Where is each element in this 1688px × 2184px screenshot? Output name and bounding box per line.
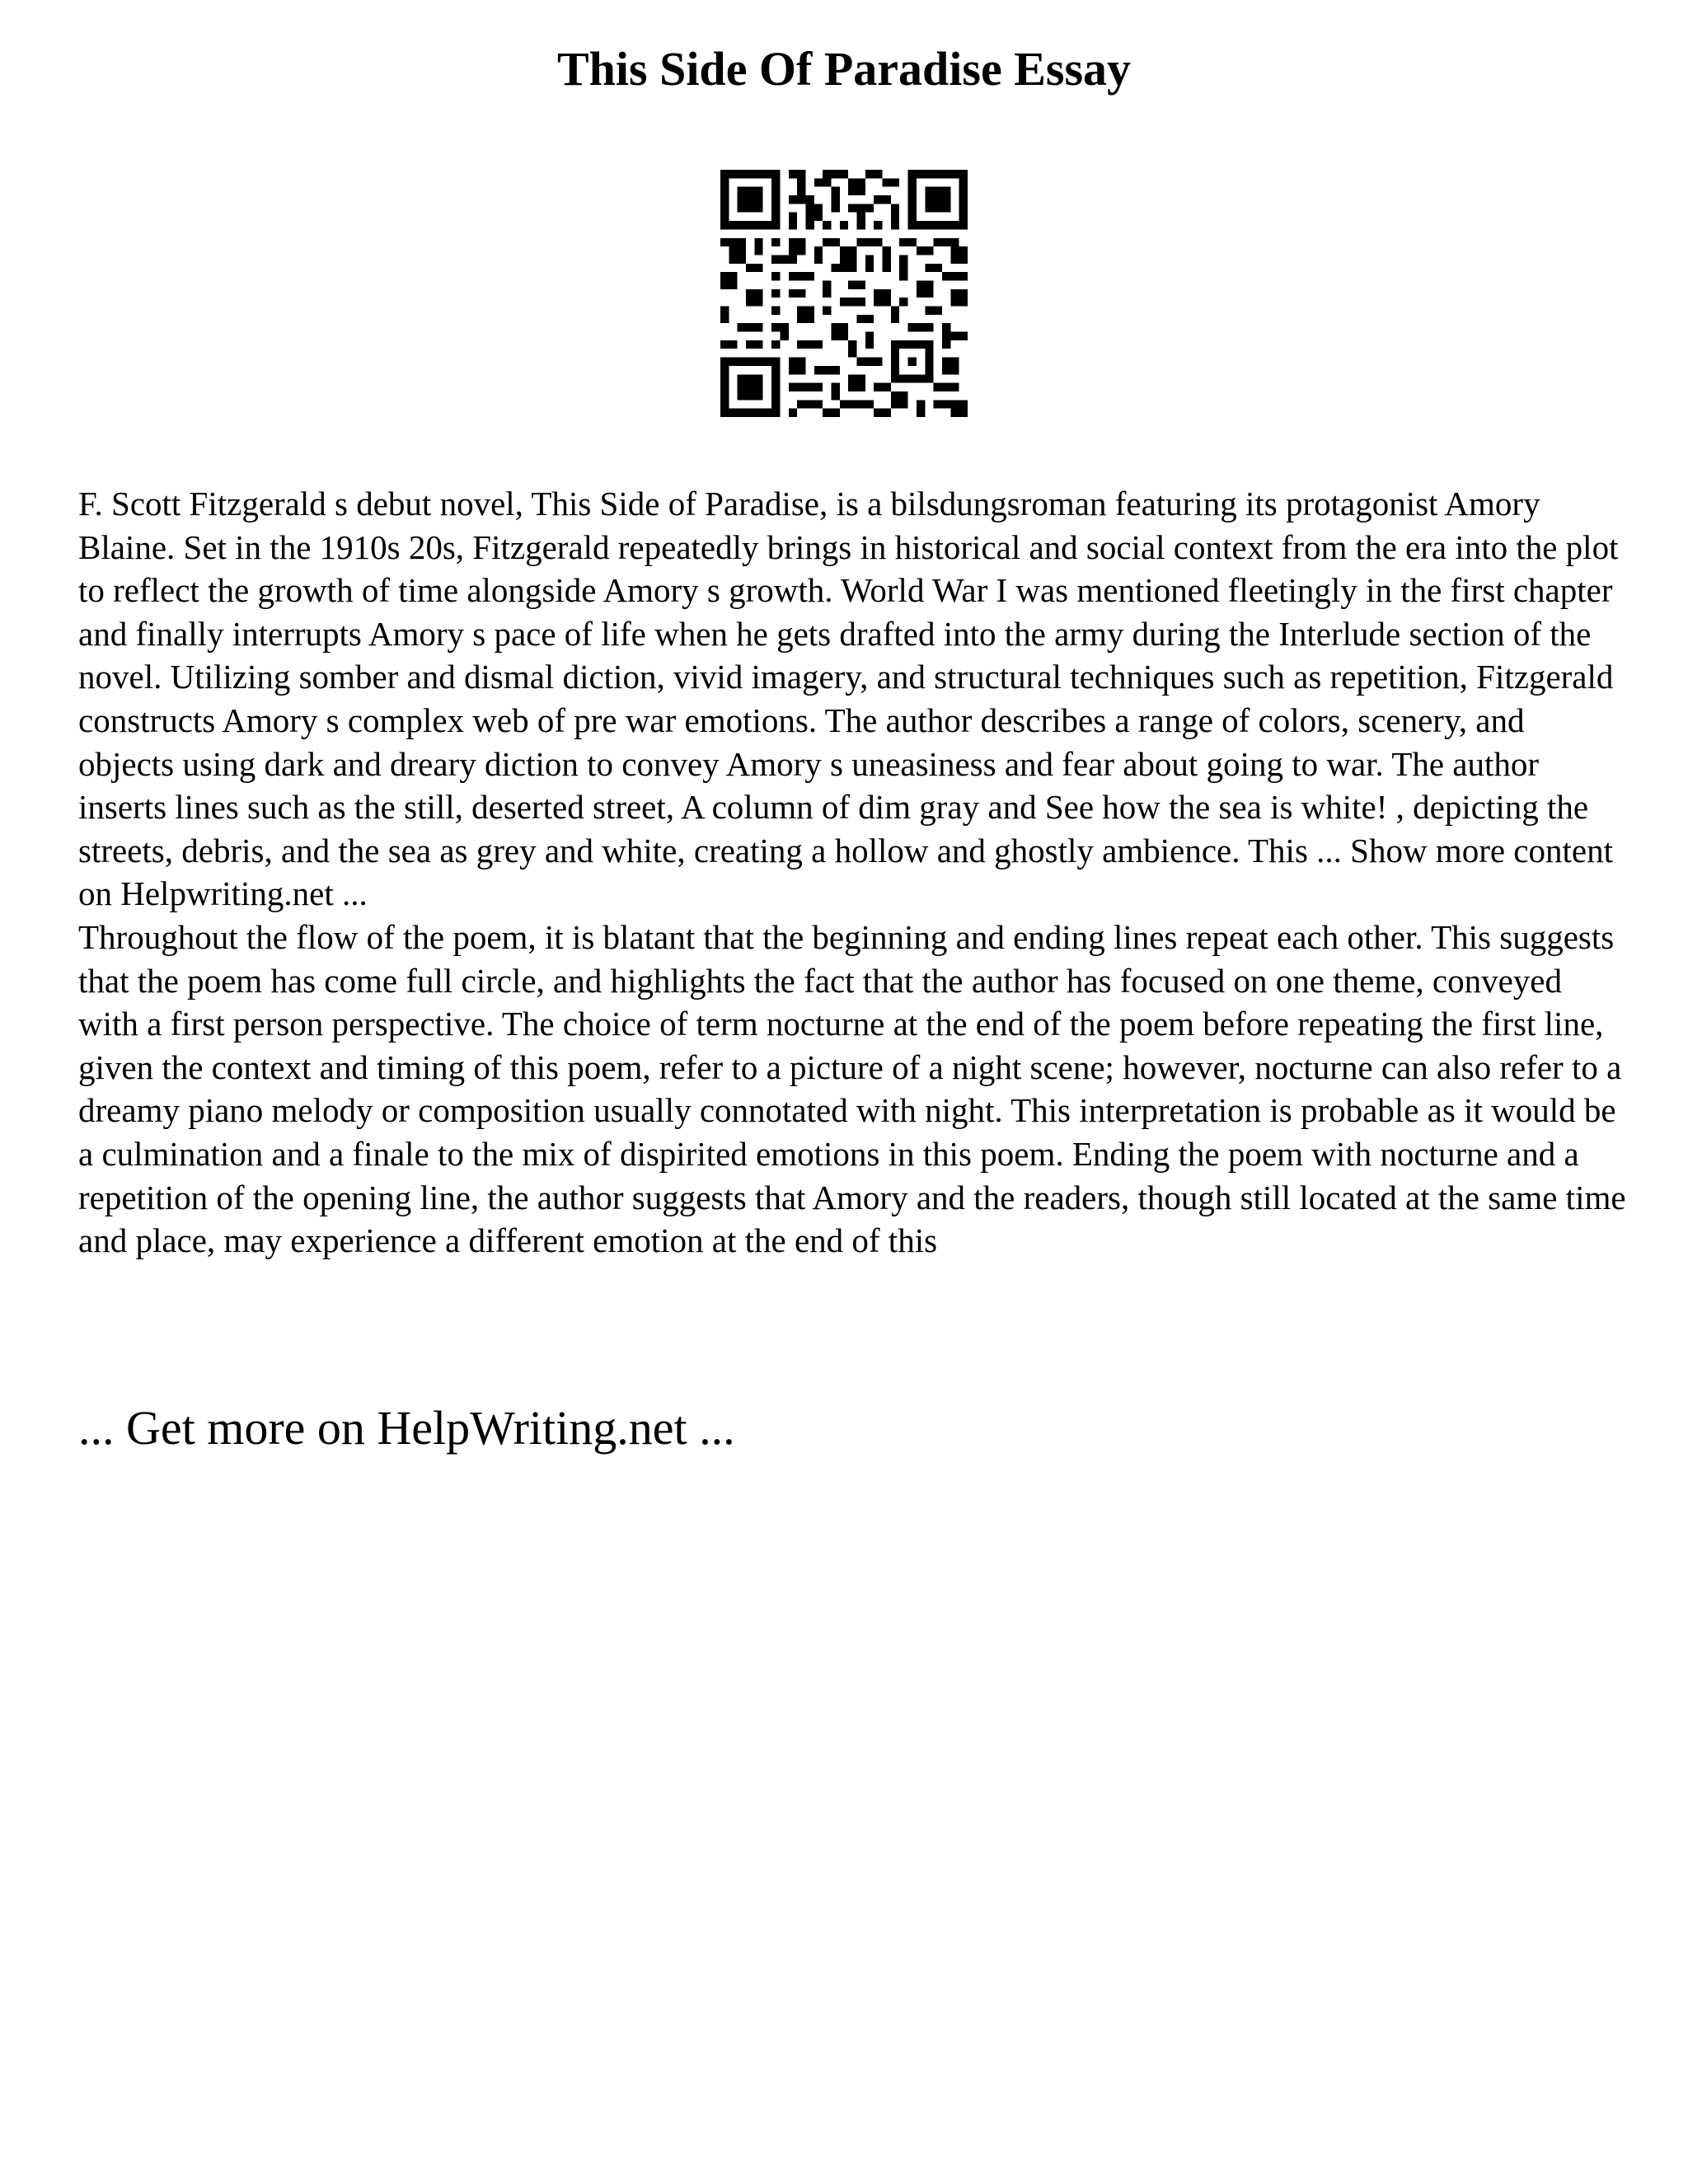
- page-title: This Side Of Paradise Essay: [556, 42, 1132, 96]
- get-more-link[interactable]: ... Get more on HelpWriting.net ...: [78, 1401, 735, 1455]
- essay-paragraph: F. Scott Fitzgerald s debut novel, This Side of Paradise, is a bilsdungsroman featuring its protagonist Amory Blaine. Set in the 1910s 20s, Fitzgerald repeatedly brings in historical and social context from the era into the plot to reflect the growth of time alongside Amory s growth. World War I was mentioned fleetingly in the first chapter and finally interrupts Amory s pace of life when he gets drafted into the army during the Interlude section of the novel. Utilizing somber and dismal diction, vivid imagery, and structural techniques such as repetition, Fitzgerald constructs Amory s complex web of pre war emotions. The author describes a range of colors, scenery, and objects using dark and dreary diction to convey Amory s uneasiness and fear about going to war. The author inserts lines such as the still, deserted street, A column of dim gray and See how the sea is white! , depicting the streets, debris, and the sea as grey and white, creating a hollow and ghostly ambience. This ... Show more content on Helpwriting.net ...: [78, 485, 1619, 913]
- essay-body: [78, 482, 1628, 1263]
- essay-paragraph: Throughout the flow of the poem, it is blatant that the beginning and ending lines repeat each other. This suggests that the poem has come full circle, and highlights the fact that the author has focused on one theme, conveyed with a first person perspective. The choice of term nocturne at the end of the poem before repeating the first line, given the context and timing of this poem, refer to a picture of a night scene; however, nocturne can also refer to a dreamy piano melody or composition usually connotated with night. This interpretation is probable as it would be a culmination and a finale to the mix of dispirited emotions in this poem. Ending the poem with nocturne and a repetition of the opening line, the author suggests that Amory and the readers, though still located at the same time and place, may experience a different emotion at the end of this: [78, 917, 1626, 1260]
- qr-code-icon: [720, 170, 968, 417]
